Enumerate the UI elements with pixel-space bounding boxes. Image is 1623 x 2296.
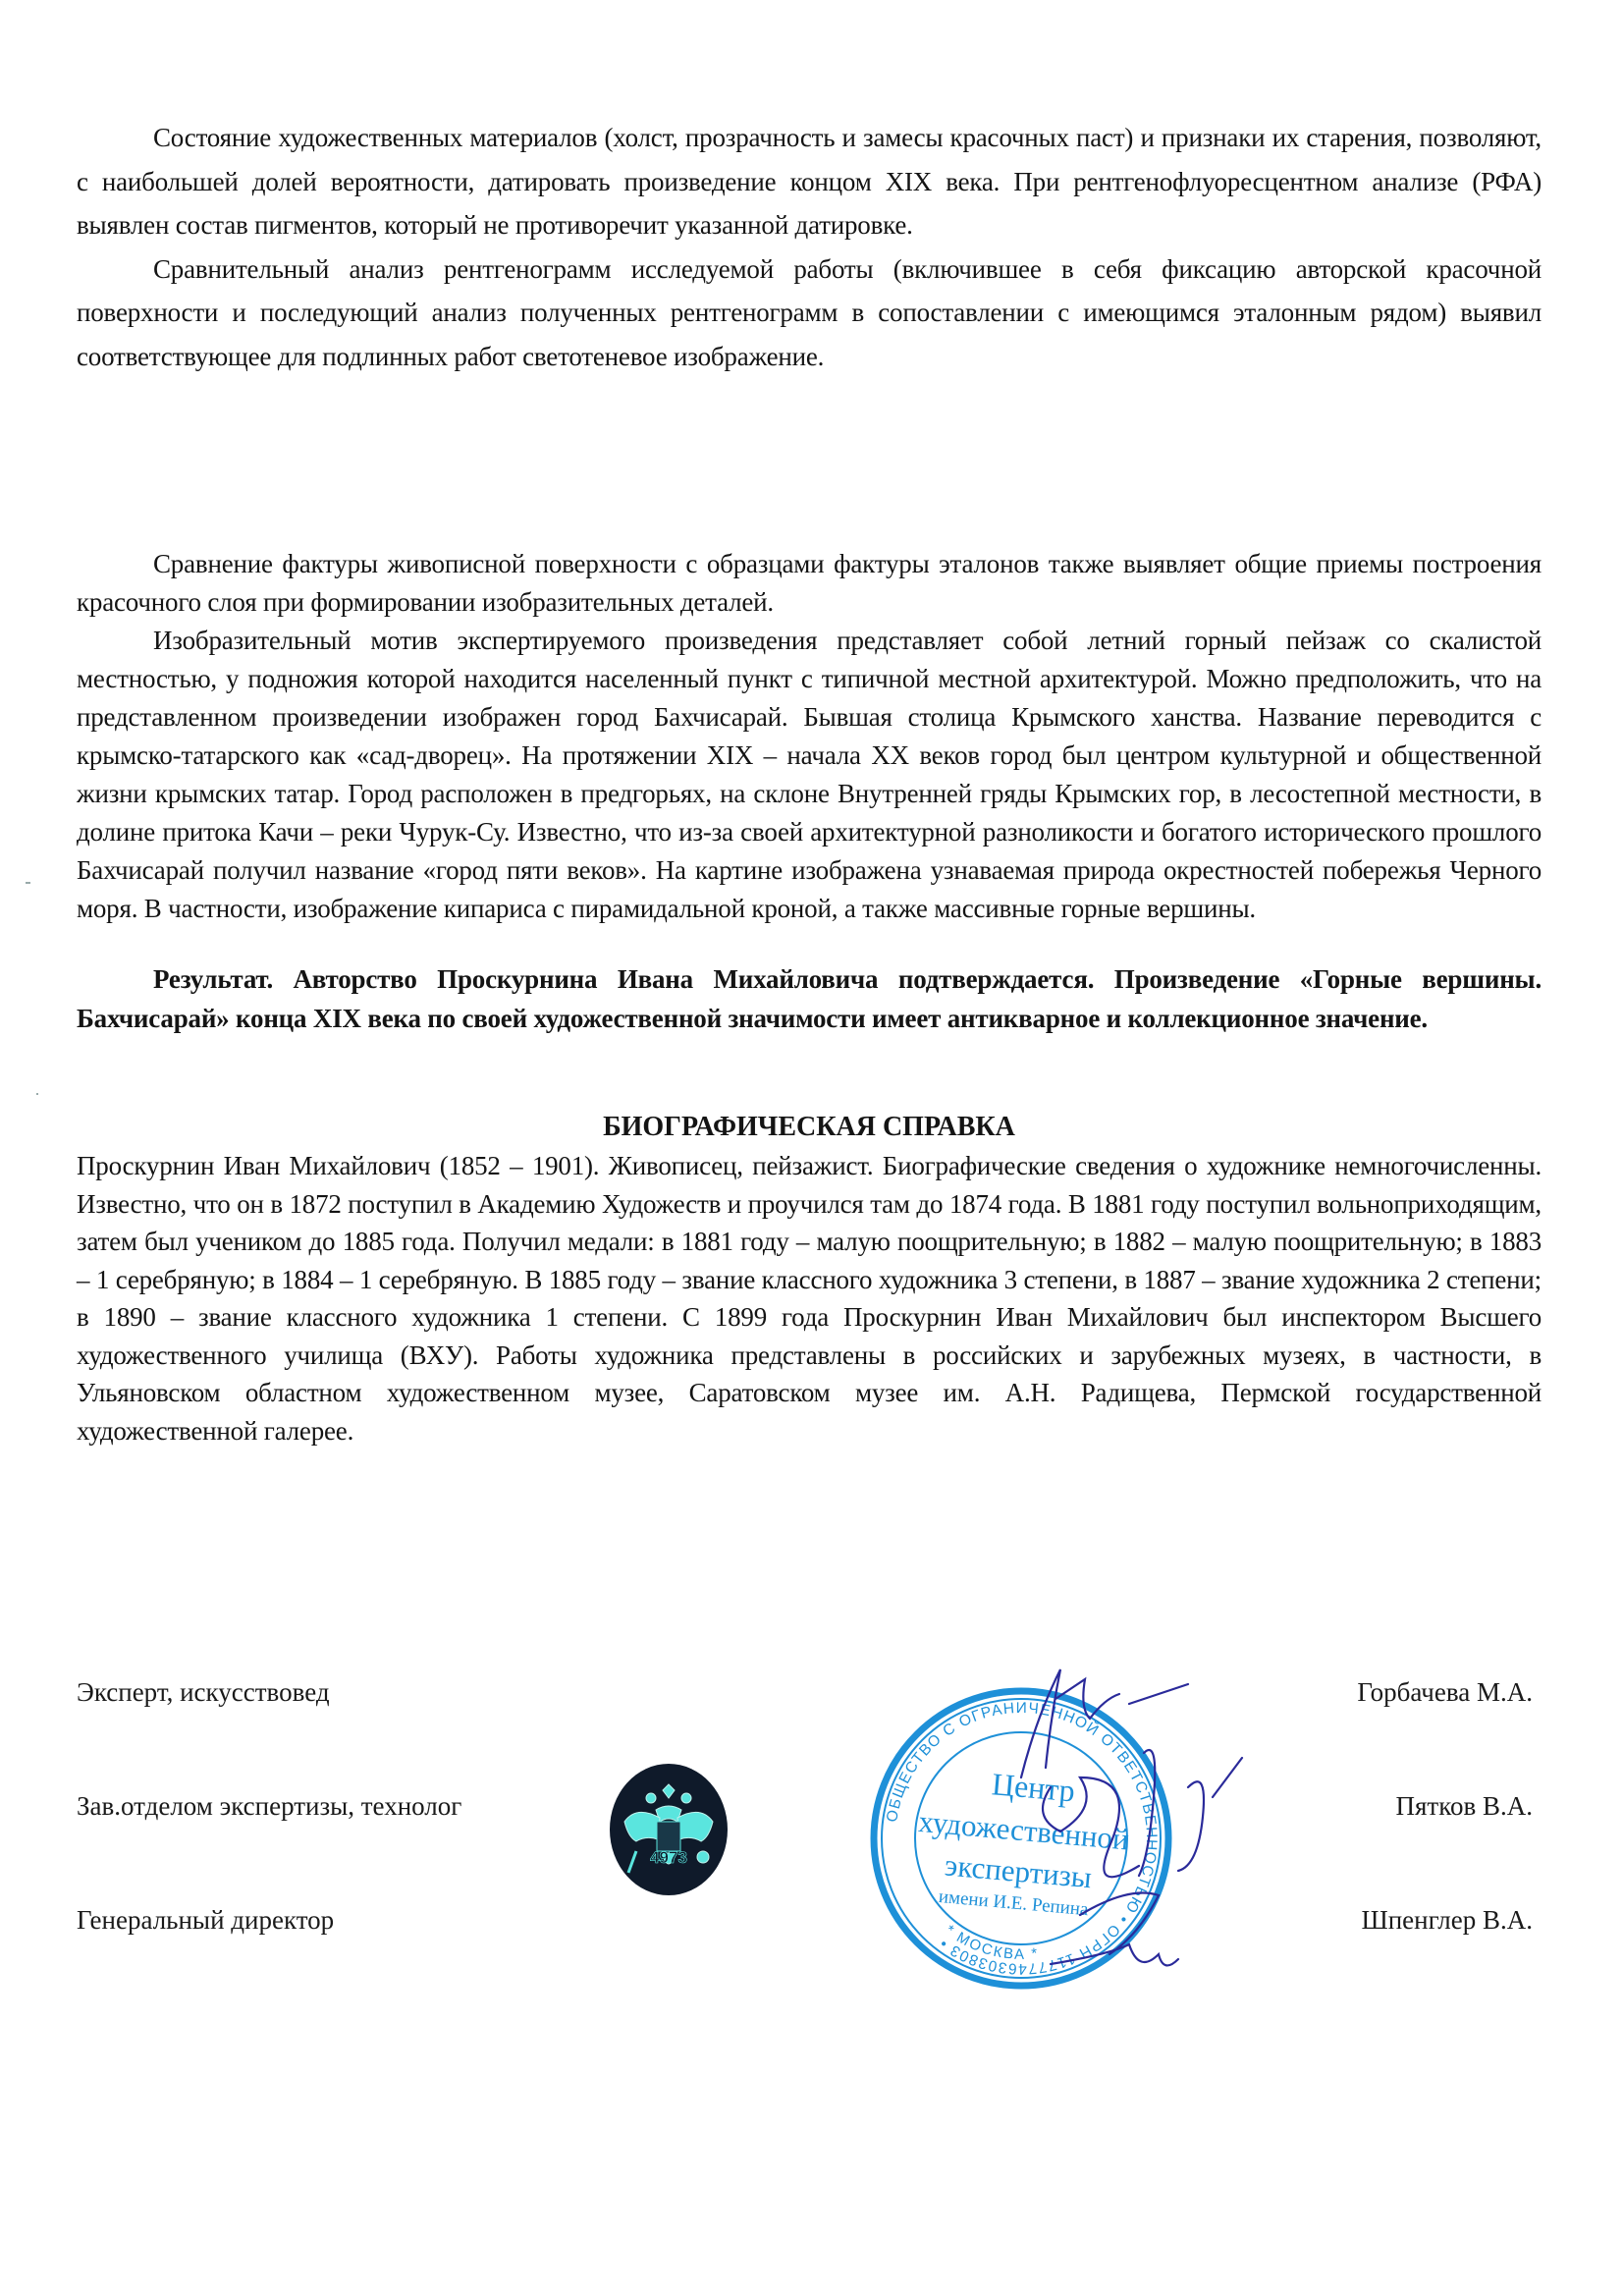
stamp-line-4: имени И.Е. Репина	[938, 1886, 1090, 1921]
scan-speck	[36, 1093, 38, 1095]
paragraph-motif: Изобразительный мотив экспертируемого произведения представляет собой летний горный пейзаж со скалистой местностью, у подножия которой находится населенный пункт с типичной местной архитектурой. Можно предположить, что на представленном произведении изображен город Бахчисарай. Бывшая столица Крымского ханства. Название переводится с крымско-татарского как «сад-дворец». На протяжении XIX – начала XX веков город был центром культурной и общественной жизни крымских татар. Город расположен в предгорьях, на склоне Внутренней гряды Крымских гор, в лесостепной местности, в долине притока Качи – реки Чурук-Су. Известно, что из-за своей архитектурной разноликости и богатого исторического прошлого Бахчисарай получил название «город пяти веков». На картине изображена узнаваемая природа окрестностей побережья Черного моря. В частности, изображение кипариса с пирамидальной кроной, а также массивные горные вершины.	[77, 626, 1542, 923]
signer-name-director: Шпенглер В.А.	[1361, 1905, 1533, 1935]
signer-role-expert: Эксперт, искусствовед	[77, 1677, 330, 1707]
paragraph-texture: Сравнение фактуры живописной поверхности с образцами фактуры эталонов также выявляет общие приемы построения красочного слоя при формировании изобразительных деталей.	[77, 549, 1542, 617]
bio-heading: БИОГРАФИЧЕСКАЯ СПРАВКА	[603, 1112, 1015, 1142]
hologram-seal	[607, 1761, 730, 1898]
signer-name-expert: Горбачева М.А.	[1357, 1677, 1533, 1707]
result-section	[77, 960, 1542, 1038]
handwritten-signatures	[992, 1660, 1257, 1994]
stamp-line-2: художественной	[917, 1803, 1131, 1857]
bio-section	[77, 1147, 1542, 1449]
signature-stroke	[1178, 1758, 1242, 1871]
hologram-number: 4973	[650, 1848, 687, 1867]
bio-paragraph: Проскурнин Иван Михайлович (1852 – 1901). Живописец, пейзажист. Биографические сведения о художнике немногочисленны. Известно, что он в 1872 поступил в Академию Художеств и проучился там до 1874 года. В 1881 году поступил вольноприходящим, затем был учеником до 1885 года. Получил медали: в 1881 году – малую поощрительную; в 1882 – малую поощрительную; в 1883 – 1 серебряную; в 1884 – 1 серебряную. В 1885 году – звание классного художника 3 степени, в 1887 – звание художника 2 степени; в 1890 – звание классного художника 1 степени. С 1899 года Проскурнин Иван Михайлович был инспектором Высшего художественного училища (ВХУ). Работы художника представлены в российских и зарубежных музеях, в частности, в Ульяновском областном художественном музее, Саратовском музее им. А.Н. Радищева, Пермской государственной художественной галерее.	[77, 1151, 1542, 1446]
analysis-section	[77, 116, 1542, 378]
stamp-ring-text: ОБЩЕСТВО С ОГРАНИЧЕННОЙ ОТВЕТСТВЕННОСТЬЮ • ОГРН 1177746303803 •	[884, 1699, 1161, 1978]
signature-stroke	[1043, 1750, 1155, 1877]
signature-stroke	[1021, 1669, 1188, 1777]
stamp-line-3: экспертизы	[943, 1847, 1094, 1895]
paragraph-xray: Сравнительный анализ рентгенограмм исследуемой работы (включившее в себя фиксацию авторской красочной поверхности и последующий анализ полученных рентгенограмм в сопоставлении с имеющимся эталонным рядом) выявил соответствующее для подлинных работ светотеневое изображение.	[77, 253, 1542, 371]
stamp-line-1: Центр	[990, 1766, 1077, 1809]
description-section	[77, 545, 1542, 928]
signature-stroke	[1051, 1893, 1178, 1966]
result-paragraph: Результат. Авторство Проскурнина Ивана Михайловича подтверждается. Произведение «Горные вершины. Бахчисарай» конца XIX века по своей художественной значимости имеет антикварное и коллекционное значение.	[77, 964, 1542, 1033]
signer-role-head: Зав.отделом экспертизы, технолог	[77, 1791, 462, 1821]
signer-name-head: Пятков В.А.	[1395, 1791, 1533, 1821]
signer-role-director: Генеральный директор	[77, 1905, 335, 1935]
paragraph-materials: Состояние художественных материалов (холст, прозрачность и замесы красочных паст) и признаки их старения, позволяют, с наибольшей долей вероятности, датировать произведение концом XIX века. При рентгенофлуоресцентном анализе (РФА) выявлен состав пигментов, который не противоречит указанной датировке.	[77, 123, 1542, 240]
stamp-city: * МОСКВА *	[942, 1921, 1041, 1963]
scan-speck	[26, 882, 30, 884]
